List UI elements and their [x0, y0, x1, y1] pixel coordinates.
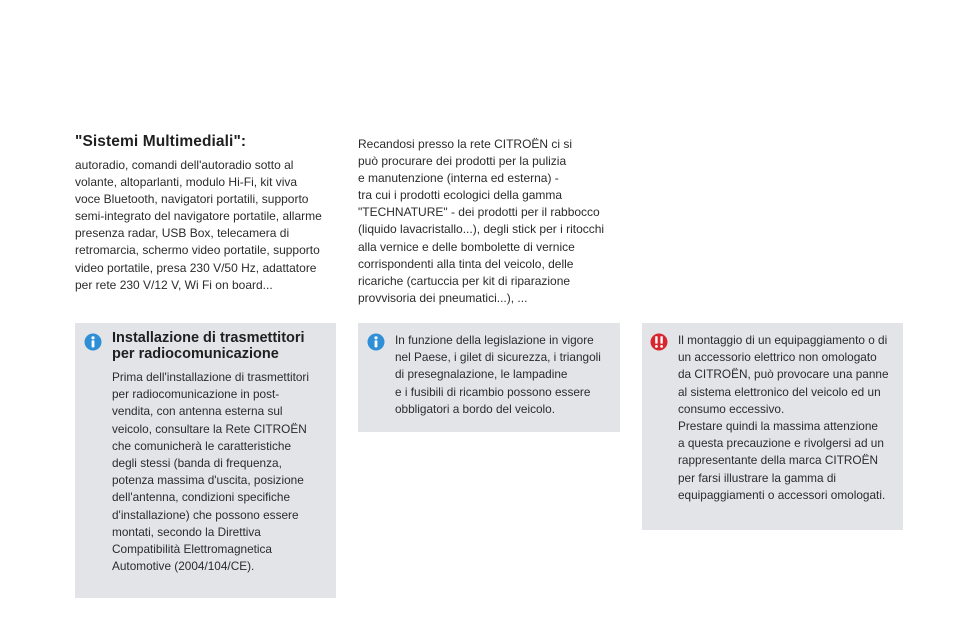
install-box-text: Prima dell'installazione di trasmettitori per radiocomunicazione in post- vendita, con antenna esterna sul veicolo, consultare la Rete CITROËN che comunicherà le caratteristiche degli stessi (banda di frequenza, potenza massima d'uscita, posizione dell'antenna, condizioni specifiche d'installazione) che possono essere montati, secondo la Direttiva Compatibilità Elettromagnetica Automotive (2004/104/CE).	[112, 370, 309, 574]
install-box-title: Installazione di trasmettitori per radiocomunicazione	[112, 330, 305, 362]
info-icon	[84, 333, 102, 351]
cleaning-products-text: Recandosi presso la rete CITROËN ci si può procurare dei prodotti per la pulizia e manutenzione (interna ed esterna) - tra cui i prodotti ecologici della gamma "TECHNATURE" - dei prodotti per il rabbocco (liquido lavacristallo...), degli stick per i ritocchi alla vernice e delle bombolette di vernice corrispondenti alla tinta del veicolo, delle ricariche (cartuccia per kit di riparazione provvisoria dei pneumatici...), ...	[358, 137, 605, 305]
multimedia-systems-text: autoradio, comandi dell'autoradio sotto al volante, altoparlanti, modulo Hi-Fi, kit viva voce Bluetooth, navigatori portatili, supporto semi-integrato del navigatore portatile, allarme presenza radar, USB Box, telecamera di retromarcia, schermo video portatile, supporto video portatile, presa 230 V/50 Hz, adattatore per rete 230 V/12 V, Wi Fi on board...	[75, 158, 322, 292]
warning-icon	[650, 333, 668, 351]
info-icon	[367, 333, 385, 351]
electrical-accessory-warning-box	[642, 323, 903, 530]
legal-box-text: In funzione della legislazione in vigore nel Paese, i gilet di sicurezza, i triangoli di presegnalazione, le lampadine e i fusibili di ricambio possono essere obbligatori a bordo del veicolo.	[395, 333, 601, 416]
warning-box-text: Il montaggio di un equipaggiamento o di un accessorio elettrico non omologato da CITROËN, può provocare una panne al sistema elettronico del veicolo ed un consumo eccessivo. Prestare quindi la massima attenzione a questa precauzione e rivolgersi ad un rappresentante della marca CITROËN per farsi illustrare la gamma di equipaggiamenti o accessori omologati.	[678, 333, 889, 502]
radio-transmitter-info-box	[75, 323, 336, 598]
legal-equipment-info-box	[358, 323, 620, 432]
section-title: "Sistemi Multimediali":	[75, 133, 247, 150]
